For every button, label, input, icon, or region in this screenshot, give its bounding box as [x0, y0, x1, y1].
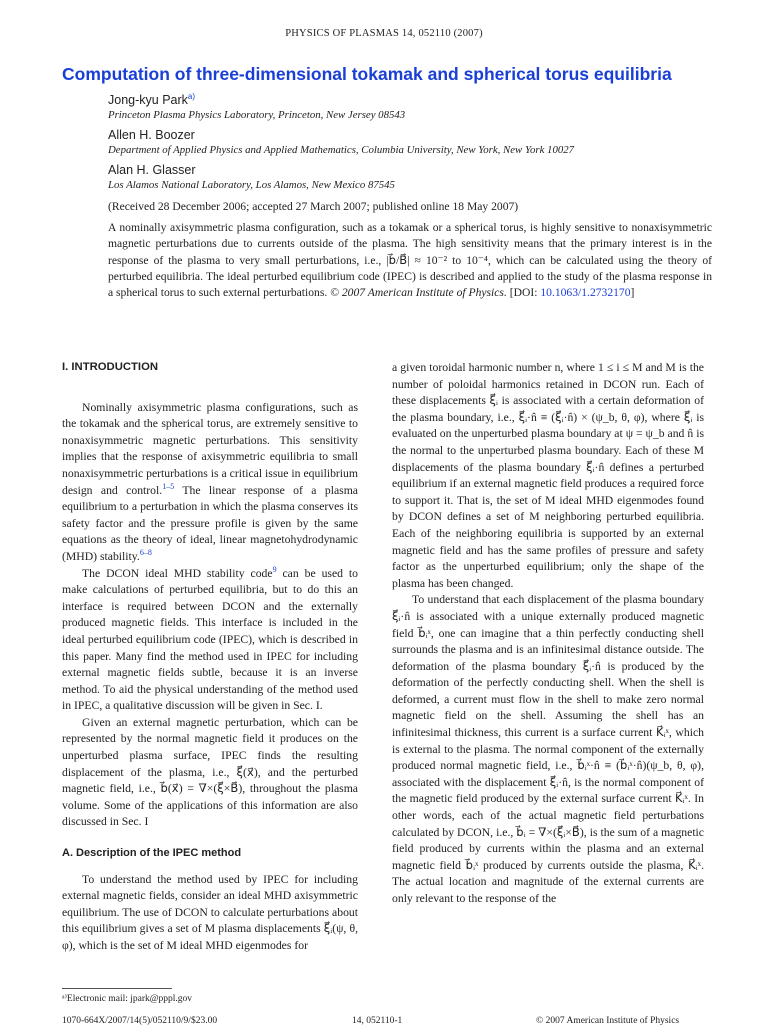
doi-suffix: ] — [630, 286, 635, 300]
subsection-heading: A. Description of the IPEC method — [62, 847, 242, 860]
paragraph: a given toroidal harmonic number n, where 1 ≤ i ≤ M and M is the number of poloidal harmonics retained in DCON run. Each of these displacements ξ⃗ᵢ is associated with a certain deformation of the plasma boundary, i.e., ξ⃗ᵢ·n̂ ≡ (ξ⃗ᵢ·n̂) × (ψ_b, θ, φ), where ξ⃗ᵢ is evaluated on the unperturbed plasma boundary at ψ = ψ_b and n̂ is the normal to the unperturbed plasma boundary. Each of these M displacements of the plasma boundary ξ⃗ᵢ·n̂ defines a perturbed equilibrium if an external magnetic field produces a required force to support it. That is, the set of M ideal MHD eigenmodes found by DCON defines a set of M neighboring perturbed equilibria. Each of the neighboring equilibria is supported by an external magnetic field and has the same profiles of pressure and safety factor as the unperturbed equilibrium; only the shape of the plasma has been changed. — [392, 361, 704, 590]
footnote: ᵃ⁾Electronic mail: jpark@pppl.gov — [62, 994, 193, 1004]
author-name: Allen H. Boozer — [108, 128, 195, 142]
doi-link[interactable]: 10.1063/1.2732170 — [540, 286, 631, 300]
footer-page-number: 14, 052110-1 — [352, 1016, 403, 1026]
author-affiliation: Department of Applied Physics and Applied Mathematics, Columbia University, New York, New York 10027 — [108, 144, 575, 156]
author-affiliation: Princeton Plasma Physics Laboratory, Princeton, New Jersey 08543 — [108, 109, 406, 121]
footer-issn: 1070-664X/2007/14(5)/052110/9/$23.00 — [62, 1016, 218, 1026]
abstract-text: A nominally axisymmetric plasma configuration, such as a tokamak or a spherical torus, is highly sensitive to nonaxisymmetric magnetic perturbations due to currents outside of the plasma. The high sensitivity means that the primary interest is in the response of the plasma to very small perturbations, i.e., |b⃗/B⃗| ≈ 10⁻² to 10⁻⁴, which can be calculated using the theory of perturbed equilibria. The ideal perturbed equilibrium code (IPEC) is described and applied to the study of the plasma response in a spherical torus to such external perturbations. — [108, 221, 712, 300]
author-name: Jong-kyu Park$^{a)}$ — [108, 91, 196, 107]
section-heading: I. INTRODUCTION — [62, 361, 159, 373]
received-dates: (Received 28 December 2006; accepted 27 March 2007; published online 18 May 2007) — [108, 200, 519, 213]
reference-link[interactable]: 9 — [272, 564, 277, 574]
paragraph: To understand the method used by IPEC for including external magnetic fields, consider an ideal MHD axisymmetric equilibrium. The use of DCON to calculate perturbations about this equilibrium gives a set of M plasma displacements ξ⃗ᵢ(ψ, θ, φ), which is the set of M ideal MHD eigenmodes for — [62, 872, 358, 952]
doi-prefix: [DOI: — [509, 286, 541, 300]
author-affiliation: Los Alamos National Laboratory, Los Alamos, New Mexico 87545 — [108, 179, 395, 191]
right-column — [392, 360, 704, 908]
author-name: Alan H. Glasser — [108, 163, 196, 177]
paragraph: Given an external magnetic perturbation, which can be represented by the normal magnetic field it produces on the unperturbed plasma surface, IPEC finds the resulting displacement of the plasma, i.e., ξ⃗(x⃗), and the perturbed magnetic field, i.e., b⃗(x⃗) = ∇×(ξ⃗×B⃗), throughout the plasma volume. Some of the applications of this information are also discussed in Sec. I — [62, 715, 358, 829]
paragraph: The DCON ideal MHD stability code$^9$ can be used to make calculations of perturbed equilibria, but to do this an interface is required between DCON and the externally produced magnetic fields. This interface is included in the ideal perturbed equilibrium code (IPEC), which is described in this paper. Many find the method used in IPEC for including external magnetic fields subtle, because it is an inverse method. To aid the physical understanding of the method used in IPEC, a qualitative discussion will be given in Sec. I. — [62, 564, 359, 713]
reference-link[interactable]: 1–5 — [162, 481, 175, 491]
paragraph: Nominally axisymmetric plasma configurations, such as the tokamak and the spherical torus, are extremely sensitive to nonaxisymmetric magnetic perturbations. This sensitivity implies that the response of axisymmetric equilibria to small nonaxisymmetric perturbations is a critical issue in equilibrium design and control.$^{1-5}$ The linear response of a plasma equilibrium to a perturbation in which the plasma conserves its safety factor and the pressure profile is given by the same equations as the theory of ideal, linear magnetohydrodynamic (MHD) stability.$^{6-8}$ — [62, 400, 358, 563]
reference-link[interactable]: 6–8 — [139, 548, 152, 558]
footer-copyright: © 2007 American Institute of Physics — [536, 1016, 680, 1026]
journal-header: PHYSICS OF PLASMAS 14, 052110 (2007) — [285, 28, 483, 39]
paper-title: Computation of three-dimensional tokamak and spherical torus equilibria — [62, 64, 672, 84]
abstract — [108, 220, 712, 301]
footnote-divider — [62, 988, 172, 989]
author-footnote-mark[interactable]: a) — [187, 91, 196, 101]
paragraph: To understand that each displacement of the plasma boundary ξ⃗ᵢ·n̂ is associated with a unique externally produced magnetic field b⃗ᵢˣ, one can imagine that a thin perfectly conducting shell surrounds the plasma and is an infinitesimal distance outside. The deformation of the plasma boundary ξ⃗ᵢ·n̂ is produced by the deformation of the perfectly conducting shell. When the shell is deformed, a current must flow in the shell to make zero normal magnetic field on the shell. Assuming the shell has an infinitesimal thickness, this current is a surface current K⃗ᵢˣ, which is external to the plasma. The normal component of the externally produced normal magnetic field, i.e., b⃗ᵢˣ·n̂ ≡ (b⃗ᵢˣ·n̂)(ψ_b, θ, φ), associated with the displacement ξ⃗ᵢ·n̂, is the normal component of the magnetic field produced by the external surface current K⃗ᵢˣ. In other words, each of the actual magnetic field perturbations calculated by DCON, i.e., b⃗ᵢ = ∇×(ξ⃗ᵢ×B⃗), is the sum of a magnetic field produced by currents within the plasma and an external magnetic field b⃗ᵢˣ produced by currents outside the plasma, K⃗ᵢˣ. The actual location and magnitude of the external currents are only relevant to the response of the — [392, 593, 704, 905]
abstract-copyright: © 2007 American Institute of Physics. — [330, 286, 507, 300]
left-column — [62, 361, 359, 955]
